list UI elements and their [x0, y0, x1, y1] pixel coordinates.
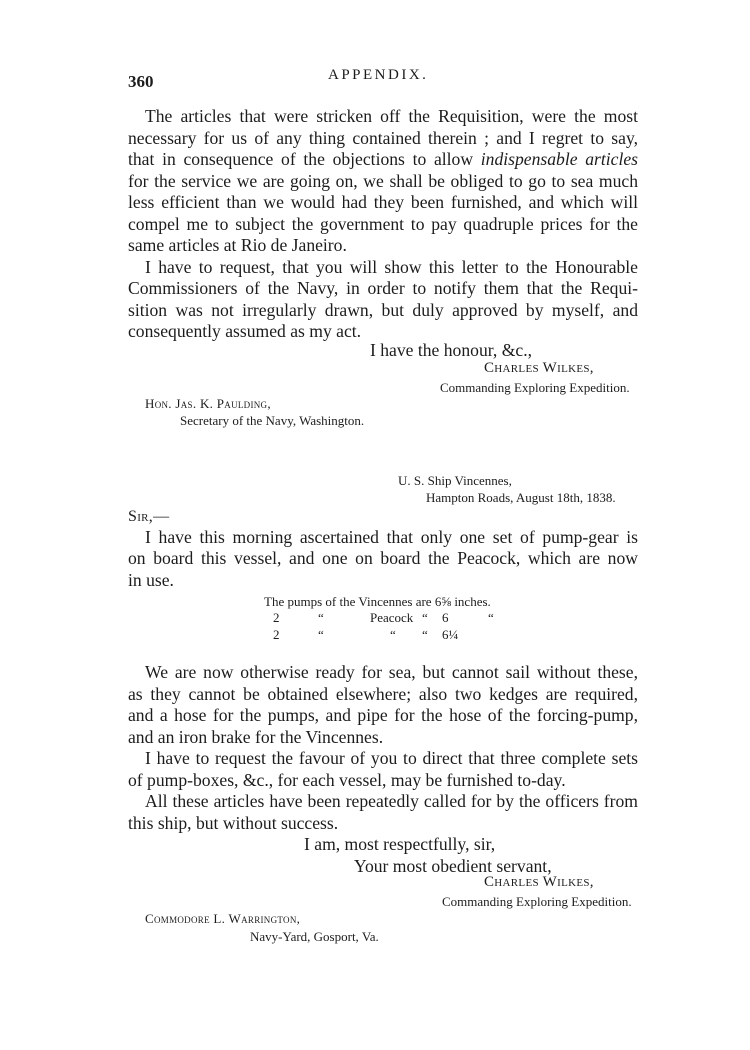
letter2-signature-title: Commanding Exploring Expedition. [442, 894, 632, 909]
text-line: I have this morning ascertained that only one set of pump-gear is [145, 527, 638, 547]
table-cell: “ [318, 610, 324, 625]
letter2-closing-2: Your most obedient servant, [354, 856, 552, 876]
text-line: as they cannot be obtained elsewhere; also two kedges are required, [128, 684, 638, 704]
letter1-closing: I have the honour, &c., [370, 340, 532, 360]
text-line: sition was not irregularly drawn, but duly approved by myself, and [128, 300, 638, 320]
pump-table-row-1: The pumps of the Vincennes are 6⅝ inches. [264, 594, 491, 609]
table-cell: 6 [442, 610, 449, 625]
text-line: this ship, but without success. [128, 813, 339, 833]
text-line: All these articles have been repeatedly called for by the officers from [145, 791, 638, 811]
letter2-signature-name: Charles Wilkes, [484, 874, 594, 890]
table-cell: 2 [273, 627, 280, 642]
text-line: and an iron brake for the Vincennes. [128, 727, 384, 747]
table-cell: “ [422, 610, 428, 625]
letter2-place: U. S. Ship Vincennes, [398, 473, 512, 488]
italic-phrase: indispensable articles [480, 149, 638, 169]
table-cell: 6¼ [442, 627, 459, 642]
text-line: Commissioners of the Navy, in order to notify them that the Requi- [128, 278, 638, 298]
text-line: for the service we are going on, we shall be obliged to go to sea much [128, 171, 638, 191]
text-line: that in consequence of the objections to allow indispensable articles [128, 149, 638, 169]
text-line: less efficient than we would had they been furnished, and which will [128, 192, 638, 212]
table-cell: “ [422, 627, 428, 642]
text-line: I have to request, that you will show this letter to the Honourable [145, 257, 638, 277]
text-line: I have to request the favour of you to direct that three complete sets [145, 748, 638, 768]
letter2-closing-1: I am, most respectfully, sir, [304, 834, 496, 854]
table-cell: “ [318, 627, 324, 642]
text-line: in use. [128, 570, 174, 590]
text-line: necessary for us of any thing contained therein ; and I regret to say, [128, 128, 638, 148]
letter1-signature-title: Commanding Exploring Expedition. [440, 380, 630, 395]
text-line: consequently assumed as my act. [128, 321, 362, 341]
letter2-salutation: Sir,— [128, 508, 170, 525]
table-cell: “ [390, 627, 396, 642]
page-number: 360 [128, 72, 154, 91]
letter2-addressee-name: Commodore L. Warrington, [145, 911, 301, 926]
letter1-signature-name: Charles Wilkes, [484, 360, 594, 376]
text-line: same articles at Rio de Janeiro. [128, 235, 347, 255]
letter2-date-line: Hampton Roads, August 18th, 1838. [426, 490, 616, 505]
letter1-addressee-name: Hon. Jas. K. Paulding, [145, 396, 271, 411]
running-title: APPENDIX. [328, 67, 429, 83]
table-cell: “ [488, 610, 494, 625]
text-line: We are now otherwise ready for sea, but cannot sail without these, [145, 662, 638, 682]
letter2-addressee-title: Navy-Yard, Gosport, Va. [250, 929, 379, 944]
text-line: compel me to subject the government to pay quadruple prices for the [128, 214, 638, 234]
text-line: of pump-boxes, &c., for each vessel, may be furnished to-day. [128, 770, 566, 790]
letter1-addressee-title: Secretary of the Navy, Washington. [180, 413, 365, 428]
table-cell: 2 [273, 610, 280, 625]
text-line: and a hose for the pumps, and pipe for the hose of the forcing-pump, [128, 705, 638, 725]
text-line: on board this vessel, and one on board the Peacock, which are now [128, 548, 638, 568]
table-cell: Peacock [370, 610, 414, 625]
text-line: The articles that were stricken off the Requisition, were the most [145, 106, 638, 126]
